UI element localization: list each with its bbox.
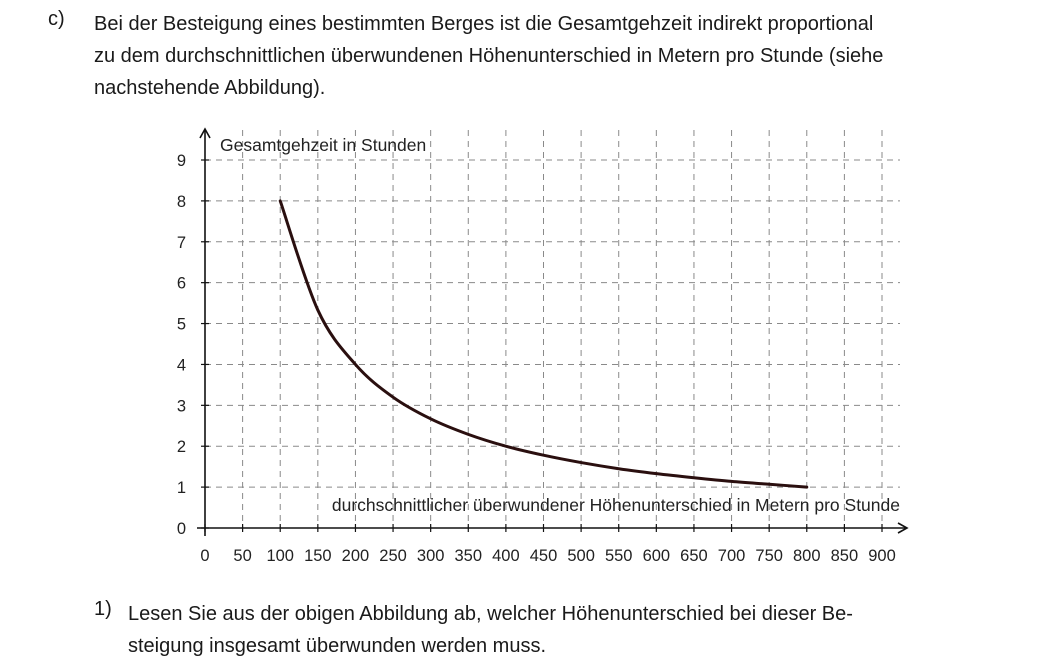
task-line-2: zu dem durchschnittlichen überwundenen Höhenunterschied in Metern pro Stunde (siehe [94, 45, 884, 67]
question-line-1: Lesen Sie aus der obigen Abbildung ab, welcher Höhenunterschied bei dieser Be- [128, 603, 853, 625]
x-tick-label: 200 [341, 547, 370, 565]
y-tick-label: 2 [176, 438, 186, 457]
x-tick-label: 550 [604, 547, 633, 565]
task-line-3: nachstehende Abbildung). [94, 77, 326, 99]
y-tick-label: 4 [176, 356, 186, 375]
x-axis-label: durchschnittlicher überwundener Höhenunterschied in Metern pro Stunde [331, 495, 900, 515]
x-tick-label: 250 [379, 547, 407, 565]
y-tick-label: 1 [176, 479, 186, 498]
y-tick-label: 9 [176, 152, 186, 170]
question-label: 1) [94, 598, 112, 620]
y-tick-label: 8 [176, 192, 186, 211]
y-tick-label: 7 [176, 233, 186, 252]
axes [197, 129, 907, 536]
x-tick-label: 400 [492, 547, 520, 565]
x-tick-label: 50 [233, 547, 252, 565]
y-tick-label: 0 [176, 520, 186, 538]
x-tick-label: 150 [304, 547, 332, 565]
x-tick-label: 300 [416, 547, 445, 565]
grid [205, 130, 900, 528]
x-tick-label: 750 [755, 547, 783, 565]
task-label: c) [48, 8, 65, 30]
y-axis-label: Gesamtgehzeit in Stunden [220, 135, 427, 155]
x-tick-label: 450 [529, 547, 558, 565]
y-tick-label: 5 [176, 315, 186, 334]
x-tick-label: 600 [642, 547, 671, 565]
x-tick-label: 350 [454, 547, 483, 565]
y-tick-label: 3 [176, 397, 186, 416]
question-text [128, 598, 1008, 662]
x-tick-label: 100 [266, 547, 294, 565]
question-line-2: steigung insgesamt überwunden werden muss. [128, 635, 547, 657]
x-tick-label: 0 [200, 547, 210, 565]
x-tick-label: 800 [793, 547, 821, 565]
x-tick-label: 900 [868, 547, 896, 565]
x-tick-label: 700 [717, 547, 746, 565]
task-line-1: Bei der Besteigung eines bestimmten Berges ist die Gesamtgehzeit indirekt proportional [94, 13, 874, 35]
x-tick-label: 650 [680, 547, 708, 565]
x-tick-label: 850 [830, 547, 859, 565]
x-tick-label: 500 [567, 547, 595, 565]
y-tick-label: 6 [176, 274, 186, 293]
